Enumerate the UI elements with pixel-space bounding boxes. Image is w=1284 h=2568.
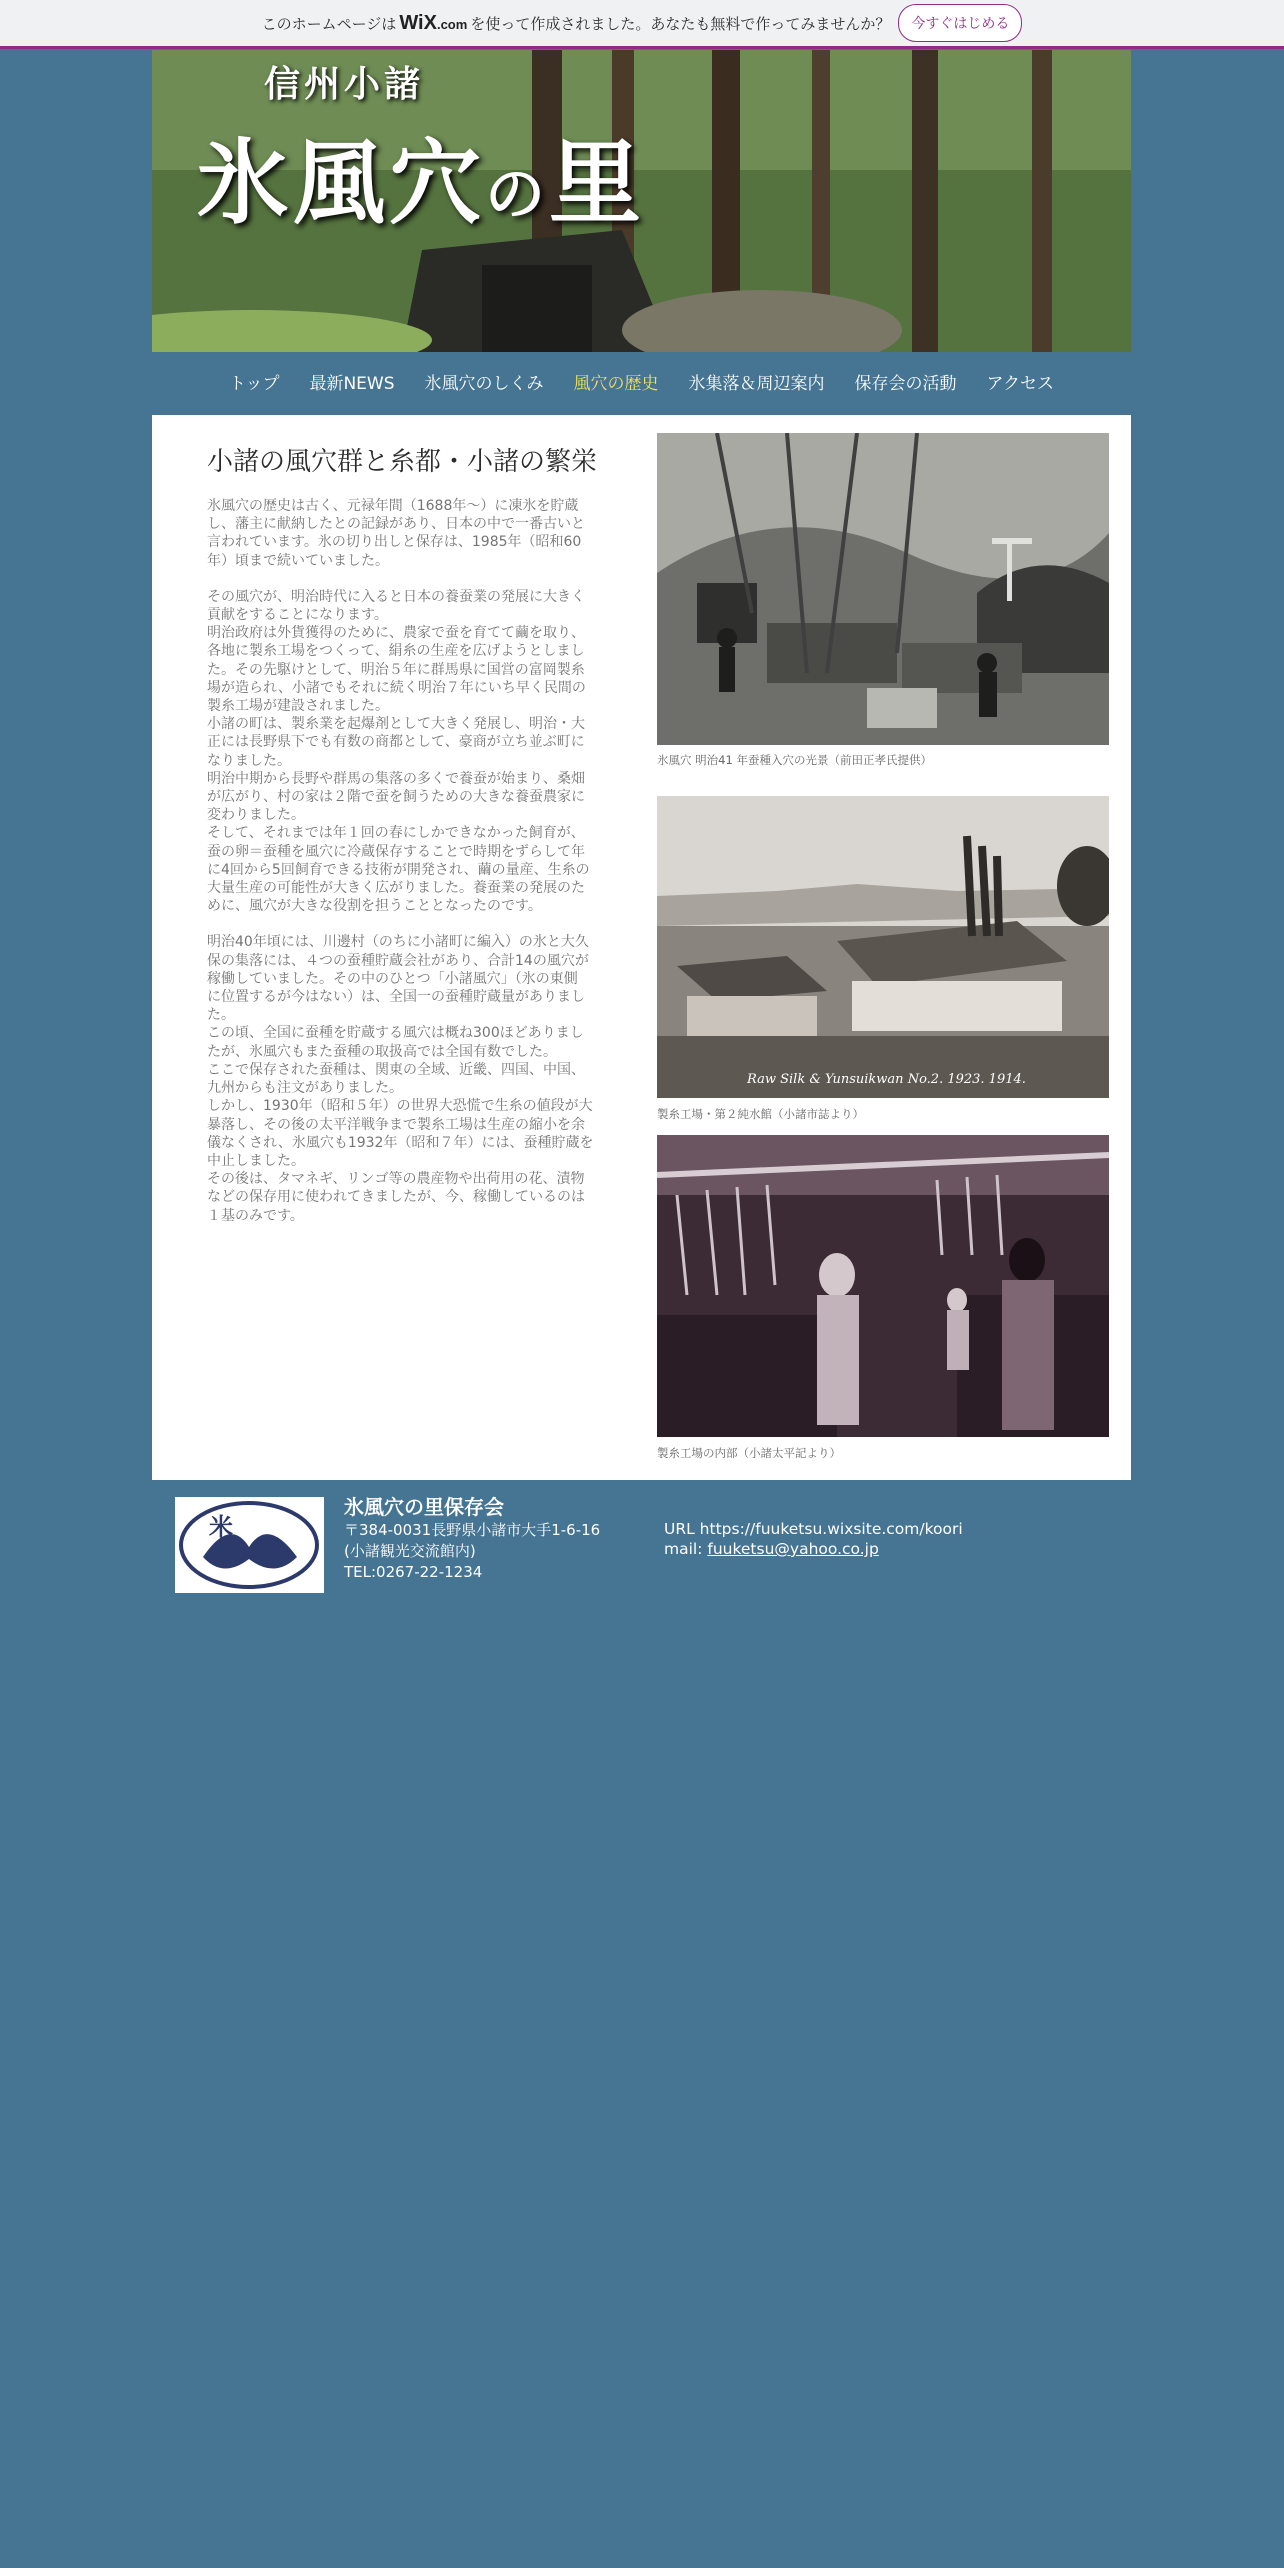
text-line: 氷風穴の歴史は古く、元禄年間（1688年～）に凍氷を貯蔵 bbox=[207, 498, 579, 514]
text-line: 各地に製糸工場をつくって、絹糸の生産を広げようとしまし bbox=[207, 643, 585, 660]
text-line: 小諸の町は、製糸業を起爆剤として大きく発展し、明治・大 bbox=[207, 716, 585, 733]
text-line: に位置するが今はない）は、全国一の蚕種貯蔵量がありまし bbox=[207, 989, 585, 1006]
text-line: た。 bbox=[207, 1007, 235, 1024]
banner-title-end: 里 bbox=[549, 129, 646, 237]
telephone: TEL:0267-22-1234 bbox=[344, 1563, 483, 1581]
organization-info bbox=[344, 1497, 600, 1583]
photo-caption: 製糸工場・第２純水館（小諸市誌より） bbox=[657, 1107, 864, 1121]
text-line: が広がり、村の家は２階で蚕を飼うための大きな養蚕農家に bbox=[207, 789, 585, 806]
text-line: 保の集落には、４つの蚕種貯蔵会社があり、合計14の風穴が bbox=[207, 952, 589, 969]
start-now-button[interactable]: 今すぐはじめる bbox=[898, 4, 1022, 42]
banner-title-no: の bbox=[485, 160, 550, 230]
text-line: その後は、タマネギ、リンゴ等の農産物や出荷用の花、漬物 bbox=[207, 1171, 585, 1188]
text-line: 場が造られ、小諸でもそれに続く明治７年にいち早く民間の bbox=[207, 679, 586, 696]
text-line: 大量生産の可能性が大きく広がりました。養蚕業の発展のた bbox=[207, 880, 585, 897]
main-nav bbox=[152, 358, 1131, 404]
butterfly-logo-icon bbox=[175, 1497, 324, 1593]
mail-label: mail: bbox=[664, 1540, 708, 1558]
nav-item-mechanism[interactable]: 氷風穴のしくみ bbox=[424, 373, 544, 394]
text-line: 変わりました。 bbox=[207, 807, 305, 824]
text-line: 稼働していました。その中のひとつ「小諸風穴」（氷の東側 bbox=[207, 970, 578, 987]
organization-name: 氷風穴の里保存会 bbox=[344, 1495, 504, 1519]
nav-item-access[interactable]: アクセス bbox=[986, 373, 1055, 394]
page-title: 小諸の風穴群と糸都・小諸の繁栄 bbox=[207, 447, 598, 477]
text-line: などの保存用に使われてきましたが、今、稼働しているのは bbox=[207, 1189, 585, 1206]
text-line: 暴落し、その後の太平洋戦争まで製糸工場は生産の縮小を余 bbox=[207, 1116, 585, 1133]
text-line: ここで保存された蚕種は、関東の全域、近畿、四国、中国、 bbox=[207, 1061, 585, 1078]
text-line: １基のみです。 bbox=[207, 1207, 304, 1224]
article-body bbox=[207, 497, 617, 1243]
wix-promo-bar bbox=[0, 0, 1284, 49]
photo-caption: 氷風穴 明治41 年蚕種入穴の光景（前田正孝氏提供） bbox=[657, 753, 932, 767]
nav-item-news[interactable]: 最新NEWS bbox=[309, 373, 395, 394]
photo-silk-factory-image bbox=[657, 796, 1109, 1098]
site-url: URL https://fuuketsu.wixsite.com/koori bbox=[664, 1520, 963, 1538]
photo-factory-interior[interactable] bbox=[657, 1135, 1109, 1437]
banner-subtitle: 信州小諸 bbox=[264, 63, 425, 105]
text-line: 明治中期から長野や群馬の集落の多くで養蚕が始まり、桑畑 bbox=[207, 770, 585, 787]
header-banner bbox=[152, 50, 1131, 352]
text-line: その風穴が、明治時代に入ると日本の養蚕業の発展に大きく bbox=[207, 588, 585, 605]
wix-logo-text: WiX bbox=[399, 11, 437, 34]
banner-title-main: 氷風穴 bbox=[197, 129, 486, 237]
text-line: 貢献をすることになります。 bbox=[207, 607, 388, 624]
text-line: しかし、1930年（昭和５年）の世界大恐慌で生糸の値段が大 bbox=[207, 1098, 593, 1115]
text-line: めに、風穴が大きな役割を担うこととなったのです。 bbox=[207, 898, 542, 915]
paragraph-3 bbox=[207, 933, 617, 1224]
text-line: 正には長野県下でも有数の商都として、豪商が立ち並ぶ町に bbox=[207, 734, 585, 751]
text-line: 言われています。氷の切り出しと保存は、1985年（昭和60 bbox=[207, 534, 582, 551]
photo-cave-storage-image bbox=[657, 433, 1109, 745]
text-line: に4回から5回飼育できる技術が開発され、繭の量産、生糸の bbox=[207, 861, 590, 878]
text-line: 儀なくされ、氷風穴も1932年（昭和７年）には、蚕種貯蔵を bbox=[207, 1134, 594, 1151]
paragraph-1 bbox=[207, 497, 617, 570]
mail-line bbox=[664, 1539, 963, 1559]
nav-item-history[interactable]: 風穴の歴史 bbox=[573, 373, 659, 394]
text-line: し、藩主に献納したとの記録があり、日本の中で一番古いと bbox=[207, 516, 585, 533]
mail-link[interactable]: fuuketsu@yahoo.co.jp bbox=[707, 1540, 879, 1558]
wix-logo-suffix: .com bbox=[436, 16, 468, 32]
text-line: 九州からも注文がありました。 bbox=[207, 1080, 403, 1097]
text-line: た。その先駆けとして、明治５年に群馬県に国営の富岡製糸 bbox=[207, 661, 585, 678]
text-line: 明治政府は外貨獲得のために、農家で蚕を育てて繭を取り、 bbox=[207, 625, 585, 642]
photo-silk-factory[interactable] bbox=[657, 796, 1109, 1098]
text-line: 製糸工場が建設されました。 bbox=[207, 698, 389, 715]
text-line: 蚕の卵＝蚕種を風穴に冷蔵保存することで時期をずらして年 bbox=[207, 843, 585, 860]
paragraph-2 bbox=[207, 588, 617, 916]
photo-cave-storage[interactable] bbox=[657, 433, 1109, 745]
text-line: たが、氷風穴もまた蚕種の取扱高では全国有数でした。 bbox=[207, 1043, 557, 1060]
banner-title bbox=[197, 110, 645, 242]
preservation-society-logo bbox=[175, 1497, 324, 1593]
text-line: なりました。 bbox=[207, 752, 291, 769]
text-line: 中止しました。 bbox=[207, 1152, 305, 1169]
address-note: (小諸観光交流館内) bbox=[344, 1542, 476, 1560]
nav-item-top[interactable]: トップ bbox=[228, 373, 280, 394]
photo-caption: 製糸工場の内部（小諸太平記より） bbox=[657, 1446, 841, 1460]
address: 〒384-0031長野県小諸市大手1-6-16 bbox=[344, 1521, 601, 1539]
nav-item-village-guide[interactable]: 氷集落＆周辺案内 bbox=[688, 373, 825, 394]
text-line: この頃、全国に蚕種を貯蔵する風穴は概ね300ほどありまし bbox=[207, 1025, 584, 1042]
promo-text-after: を使って作成されました。あなたも無料で作ってみませんか？ bbox=[470, 14, 891, 33]
wix-logo[interactable] bbox=[399, 12, 467, 35]
logo-mark-text: 米 bbox=[209, 1512, 233, 1541]
promo-text-before: このホームページは bbox=[261, 14, 397, 33]
photo-factory-interior-image bbox=[657, 1135, 1109, 1437]
content-panel bbox=[152, 415, 1131, 1480]
contact-info bbox=[664, 1519, 963, 1559]
text-line: そして、それまでは年１回の春にしかできなかった飼育が、 bbox=[207, 825, 585, 842]
nav-item-activities[interactable]: 保存会の活動 bbox=[854, 373, 957, 394]
photo-inscription: Raw Silk & Yunsuikwan No.2. 1923. 1914. bbox=[747, 1072, 1026, 1087]
text-line: 年）頃まで続いていました。 bbox=[207, 552, 389, 569]
text-line: 明治40年頃には、川邊村（のちに小諸町に編入）の氷と大久 bbox=[207, 934, 589, 951]
